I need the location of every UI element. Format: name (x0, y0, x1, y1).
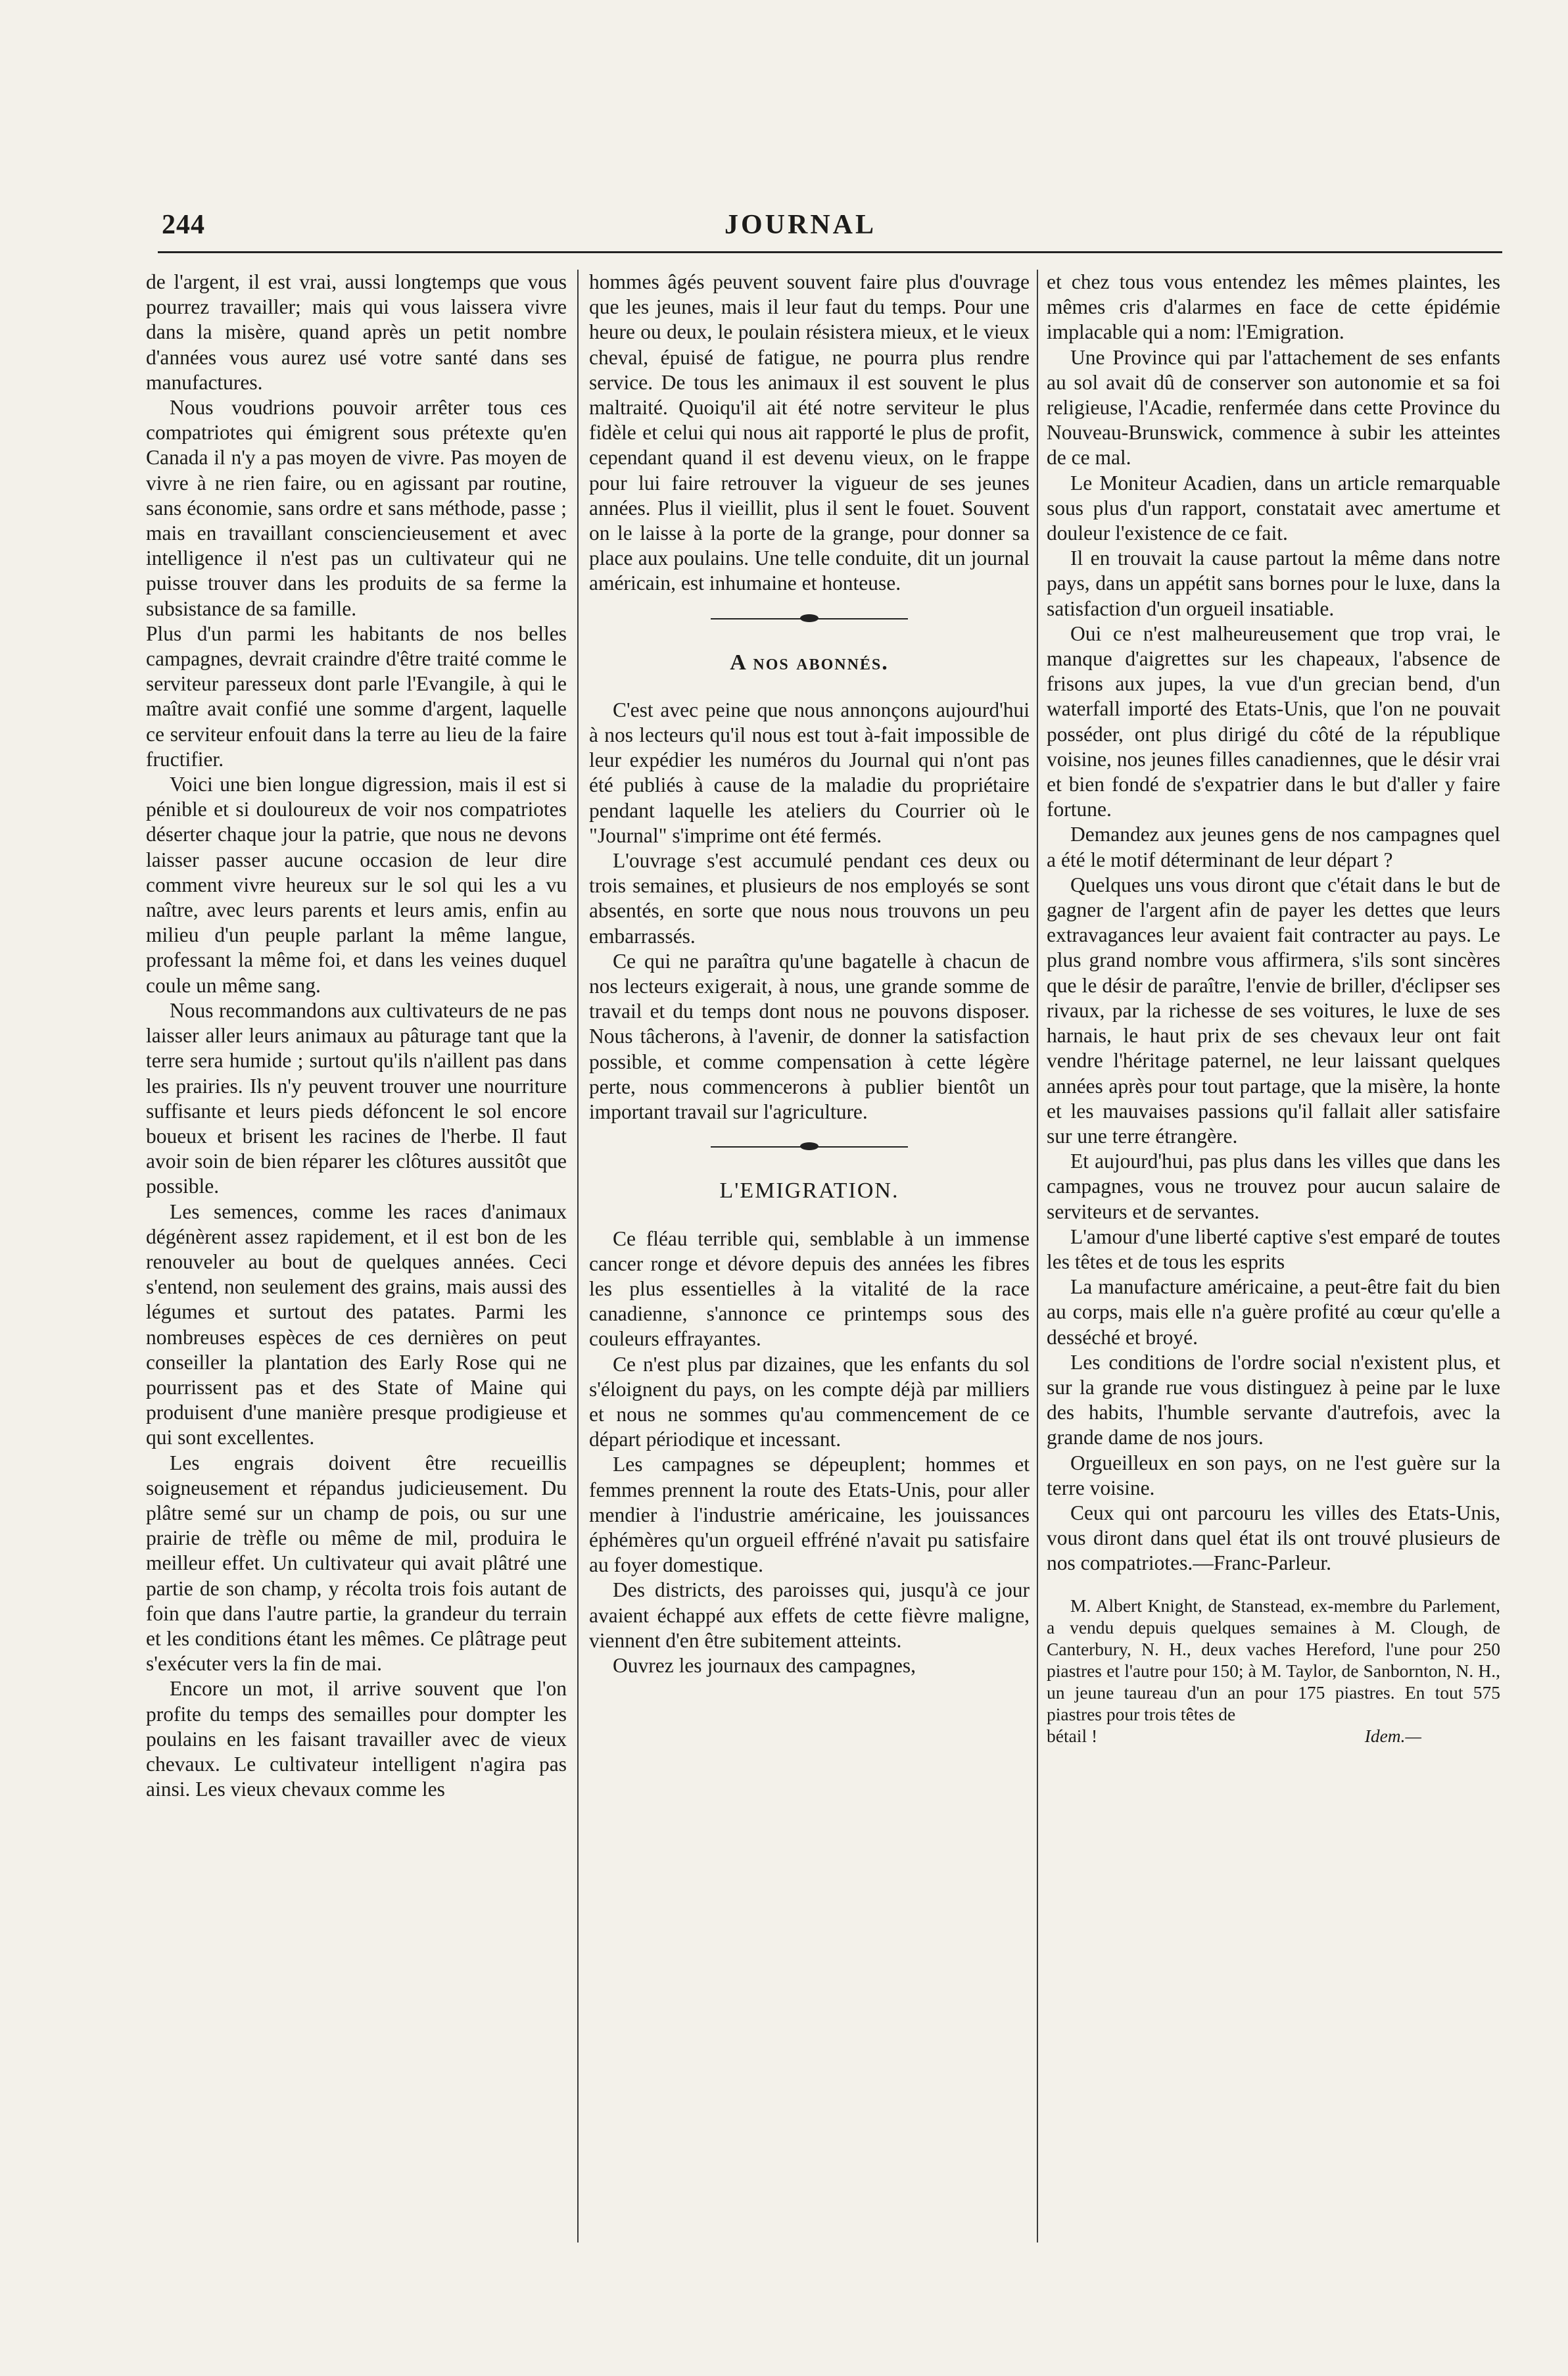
paragraph: Nous voudrions pouvoir arrêter tous ces compatriotes qui émigrent sous prétexte qu'en Canada il n'y a pas moyen de vivre. Pas moyen de vivre à ne rien faire, ou en agissant par routine, sans économie, sans ordre et sans méthode, passe ; mais en travaillant consciencieusement et avec intelligence il n'est pas un cultivateur qui ne puisse trouver dans les produits de sa ferme la subsistance de sa famille. (146, 396, 567, 620)
paragraph: L'ouvrage s'est accumulé pendant ces deux ou trois semaines, et plusieurs de nos employés se sont absentés, en sorte que nous nous trouvons un peu embarrassés. (589, 849, 1030, 948)
column-divider (1037, 270, 1038, 2243)
notice-last-line: bétail ! (1047, 1725, 1098, 1746)
paragraph: Ceux qui ont parcouru les villes des Etats-Unis, vous diront dans quel état ils ont trouvé plusieurs de nos compatriotes.—Franc-Parleur. (1047, 1501, 1500, 1575)
paragraph: Les engrais doivent être recueillis soigneusement et répandus judicieusement. Du plâtre semé sur un champ de pois, ou sur une prairie de trèfle ou même de mil, produira le meilleur effet. Un cultivateur qui avait plâtré une partie de son champ, y récolta trois fois autant de foin que dans l'autre partie, la grandeur du terrain et les conditions étant les mêmes. Ce plâtrage peut s'exécuter vers la fin de mai. (146, 1451, 567, 1676)
page-number: 244 (162, 210, 205, 240)
paragraph: Orgueilleux en son pays, on ne l'est guère sur la terre voisine. (1047, 1451, 1500, 1499)
paragraph: Le Moniteur Acadien, dans un article remarquable sous plus d'un rapport, constatait avec amertume et douleur l'existence de ce fait. (1047, 471, 1500, 545)
paragraph: Les semences, comme les races d'animaux dégénèrent assez rapidement, et il est bon de les renouveler au bout de quelques années. Ceci s'entend, non seulement des grains, mais aussi des légumes et surtout des patates. Parmi les nombreuses espèces de ces dernières on peut conseiller la plantation des Early Rose qui ne pourrissent pas et des State of Maine qui produisent d'une manière presque prodigieuse et qui sont excellentes. (146, 1200, 567, 1449)
paragraph: Oui ce n'est malheureusement que trop vrai, le manque d'aigrettes sur les chapeaux, l'absence de frisons aux jupes, la vue d'un grecian bend, d'un waterfall importé des Etats-Unis, que l'on ne pouvait posséder, ont plus dirigé du côté de la république voisine, nos jeunes filles canadiennes, que le désir vrai et bien fondé de s'expatrier dans le but d'aller y faire fortune. (1047, 621, 1500, 821)
notice-signature: Idem.— (1364, 1725, 1421, 1746)
paragraph: Ce fléau terrible qui, semblable à un immense cancer ronge et dévore depuis des années les fibres les plus essentielles à la vitalité de la race canadienne, s'annonce ce printemps sous des couleurs effrayantes. (589, 1226, 1030, 1351)
column-1 (146, 270, 567, 2256)
sale-notice (1047, 1595, 1500, 1747)
running-title: JOURNAL (724, 210, 876, 240)
paragraph: L'amour d'une liberté captive s'est emparé de toutes les têtes et de tous les esprits (1047, 1224, 1500, 1273)
section-divider (711, 1142, 908, 1152)
paragraph: hommes âgés peuvent souvent faire plus d'ouvrage que les jeunes, mais il leur faut du temps. Pour une heure ou deux, le poulain résistera mieux, et le vieux cheval, épuisé de fatigue, ne pourra plus rendre service. De tous les animaux il est souvent le plus maltraité. Quoiqu'il ait été notre serviteur le plus fidèle et celui qui nous ait rapporté le plus de profit, cependant quand il est devenu vieux, on le frappe pour lui faire retrouver la vigueur de ses jeunes années. Plus il vieillit, plus il sent le fouet. Souvent on le laisse à la porte de la grange, pour donner sa place aux poulains. Une telle conduite, dit un journal américain, est inhumaine et honteuse. (589, 270, 1030, 595)
paragraph: Il en trouvait la cause partout la même dans notre pays, dans un appétit sans bornes pour le luxe, dans la satisfaction d'un orgueil insatiable. (1047, 546, 1500, 620)
paragraph: C'est avec peine que nous annonçons aujourd'hui à nos lecteurs qu'il nous est tout à-fait impossible de leur expédier les numéros du Journal qui n'ont pas été publiés à cause de la maladie du propriétaire pendant laquelle les ateliers du Courrier où le "Journal" s'imprime ont été fermés. (589, 698, 1030, 847)
notice-text: M. Albert Knight, de Stanstead, ex-membre du Parlement, a vendu depuis quelques semaines à M. Clough, de Canterbury, N. H., deux vaches Hereford, l'une pour 250 piastres et l'autre pour 150; à M. Taylor, de Sanbornton, N. H., un jeune taureau d'un an pour 175 piastres. En tout 575 piastres pour trois têtes de (1047, 1595, 1500, 1724)
paragraph: Les conditions de l'ordre social n'existent plus, et sur la grande rue vous distinguez à peine par le luxe des habits, l'humble servante d'autrefois, avec la grande dame de nos jours. (1047, 1350, 1500, 1449)
paragraph: de l'argent, il est vrai, aussi longtemps que vous pourrez travailler; mais qui vous laissera vivre dans la misère, quand après un petit nombre d'années vous aurez usé votre santé dans ses manufactures. (146, 270, 567, 394)
column-2 (589, 270, 1030, 2256)
column-3 (1047, 270, 1500, 2256)
paragraph: Plus d'un parmi les habitants de nos belles campagnes, devrait craindre d'être traité comme le serviteur paresseux dont parle l'Evangile, à qui le maître avait confié une somme d'argent, laquelle ce serviteur enfouit dans la terre au lieu de la faire fructifier. (146, 621, 567, 771)
paragraph: Demandez aux jeunes gens de nos campagnes quel a été le motif déterminant de leur départ ? (1047, 823, 1500, 871)
notice-footer (1047, 1725, 1500, 1747)
page-header (99, 209, 1502, 249)
paragraph: Nous recommandons aux cultivateurs de ne pas laisser aller leurs animaux au pâturage tant que la terre sera humide ; surtout qu'ils n'aillent pas dans les prairies. Ils n'y peuvent trouver une nourriture suffisante et leurs pieds défoncent le sol encore boueux et brisent les racines de l'herbe. Il faut avoir soin de bien réparer les clôtures aussitôt que possible. (146, 998, 567, 1198)
paragraph: Une Province qui par l'attachement de ses enfants au sol avait dû de conserver son autonomie et sa foi religieuse, l'Acadie, renfermée dans cette Province du Nouveau-Brunswick, commence à subir les atteintes de ce mal. (1047, 345, 1500, 470)
paragraph: Ce n'est plus par dizaines, que les enfants du sol s'éloignent du pays, on les compte déjà par milliers et nous ne sommes qu'au commencement de ce départ périodique et incessant. (589, 1352, 1030, 1451)
paragraph: Et aujourd'hui, pas plus dans les villes que dans les campagnes, vous ne trouvez pour aucun salaire de serviteurs et de servantes. (1047, 1150, 1500, 1223)
paragraph: et chez tous vous entendez les mêmes plaintes, les mêmes cris d'alarmes en face de cette épidémie implacable qui a nom: l'Emigration. (1047, 270, 1500, 344)
header-rule (158, 251, 1502, 253)
paragraph: Ouvrez les journaux des campagnes, (613, 1653, 916, 1677)
section-title-emigration: L'EMIGRATION. (719, 1178, 899, 1203)
paragraph: Encore un mot, il arrive souvent que l'on profite du temps des semailles pour dompter les poulains en les faisant travailler avec de vieux chevaux. Le cultivateur intelligent n'agira pas ainsi. Les vieux chevaux comme les (146, 1677, 567, 1801)
paragraph: Ce qui ne paraîtra qu'une bagatelle à chacun de nos lecteurs exigerait, à nous, une grande somme de travail et du temps dont nous ne pouvons disposer. Nous tâcherons, à l'avenir, de donner la satisfaction possible, et comme compensation à cette légère perte, nous commencerons à publier bientôt un important travail sur l'agriculture. (589, 949, 1030, 1124)
column-divider (577, 270, 579, 2243)
section-divider (711, 614, 908, 624)
paragraph: La manufacture américaine, a peut-être fait du bien au corps, mais elle n'a guère profité au cœur qu'elle a desséché et broyé. (1047, 1275, 1500, 1349)
paragraph: Les campagnes se dépeuplent; hommes et femmes prennent la route des Etats-Unis, pour aller mendier à l'industrie américaine, les jouissances éphémères qu'un orgueil effréné n'avait pu satisfaire au foyer domestique. (589, 1453, 1030, 1577)
section-title-abonnes: A nos abonnés. (730, 650, 889, 675)
paragraph: Voici une bien longue digression, mais il est si pénible et si douloureux de voir nos compatriotes déserter chaque jour la patrie, que nous ne devons laisser passer aucune occasion de leur dire comment vivre heureux sur le sol qui les a vu naître, avec leurs parents et leurs amis, enfin au milieu d'un peuple parlant la même langue, professant la même foi, et dans les veines duquel coule un même sang. (146, 773, 567, 997)
paragraph: Des districts, des paroisses qui, jusqu'à ce jour avaient échappé aux effets de cette fièvre maligne, viennent d'en être subitement atteints. (589, 1578, 1030, 1652)
paragraph: Quelques uns vous diront que c'était dans le but de gagner de l'argent afin de payer les dettes que leurs extravagances leur avaient fait contracter au pays. Le plus grand nombre vous affirmera, s'ils sont sincères que le désir de paraître, l'envie de briller, d'éclipser ses rivaux, par la richesse de ses voitures, le luxe de ses harnais, le haut prix de ses chevaux leur ont fait vendre l'héritage paternel, ne leur laissant quelques années après pour tout partage, que la misère, la honte et les mauvaises passions qu'il fallait aller satisfaire sur une terre étrangère. (1047, 873, 1500, 1148)
